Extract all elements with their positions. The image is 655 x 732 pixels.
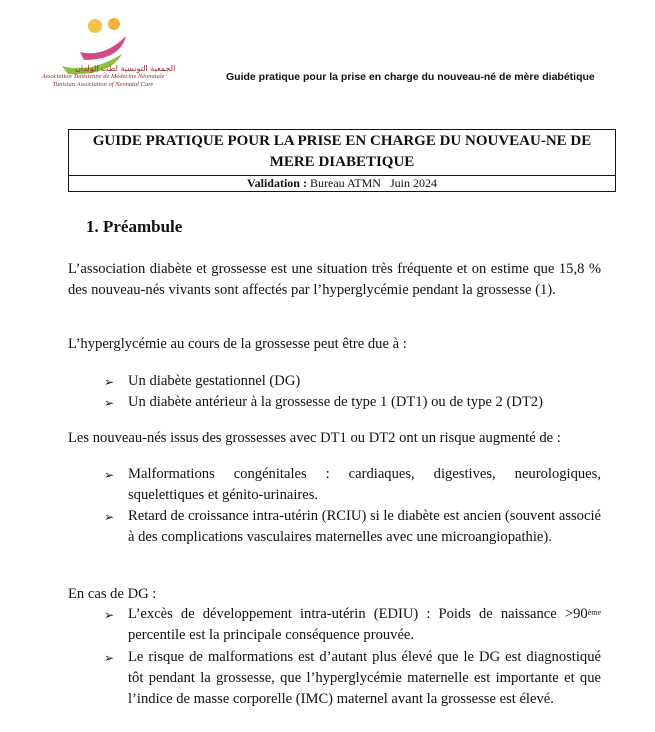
arrow-bullet-icon: ➢	[104, 608, 115, 622]
running-header: Guide pratique pour la prise en charge du nouveau-né de mère diabétique	[226, 71, 595, 83]
validation-label: Validation :	[247, 176, 307, 190]
list-item: Un diabète antérieur à la grossesse de type 1 (DT1) ou de type 2 (DT2)	[128, 394, 543, 410]
title-box	[68, 129, 616, 192]
title-line-2: MERE DIABETIQUE	[269, 154, 415, 170]
logo-arabic-text: الجمعية التونسية لطب الولدان	[75, 64, 176, 73]
arrow-bullet-icon: ➢	[104, 468, 115, 482]
arrow-bullet-icon: ➢	[104, 396, 115, 410]
list-item	[128, 604, 601, 646]
list-item: Malformations congénitales : cardiaques, digestives, neurologiques, squelettiques et génito-urinaires.	[128, 466, 601, 503]
list-item: Un diabète gestationnel (DG)	[128, 373, 301, 389]
paragraph-dg-intro: En cas de DG :	[68, 586, 157, 602]
logo-french-text: Association Tunisienne de Médecine Néonatale	[41, 73, 165, 80]
superscript-eme: ème	[587, 608, 601, 617]
logo-association-names	[38, 73, 168, 89]
validation-value: Bureau ATMN Juin 2024	[309, 176, 437, 190]
document-title	[69, 131, 615, 173]
arrow-bullet-icon: ➢	[104, 651, 115, 665]
logo-english-text: Tunisian Association of Neonatal Care	[52, 81, 154, 88]
list-item: Retard de croissance intra-utérin (RCIU) si le diabète est ancien (souvent associé à des complications vasculaires maternelles avec une microangiopathie).	[128, 508, 601, 545]
paragraph-causes-intro: L’hyperglycémie au cours de la grossesse peut être due à :	[68, 336, 407, 352]
paragraph-intro: L’association diabète et grossesse est une situation très fréquente et on estime que 15,8 % des nouveau-nés vivants sont affectés par l’hyperglycémie pendant la grossesse (1).	[68, 261, 601, 298]
validation-line	[69, 176, 615, 191]
title-line-1: GUIDE PRATIQUE POUR LA PRISE EN CHARGE DU NOUVEAU-NE DE	[92, 133, 592, 149]
paragraph-risks-intro: Les nouveau-nés issus des grossesses avec DT1 ou DT2 ont un risque augmenté de :	[68, 430, 561, 446]
section-heading: 1. Préambule	[86, 217, 183, 236]
list-item-text: percentile est la principale conséquence prouvée.	[128, 627, 415, 643]
list-item: Le risque de malformations est d’autant plus élevé que le DG est diagnostiqué tôt pendant la grossesse, que l’hyperglycémie maternelle est importante et que l’indice de masse corporelle (IMC) maternel avant la grossesse est élevé.	[128, 649, 601, 707]
arrow-bullet-icon: ➢	[104, 375, 115, 389]
arrow-bullet-icon: ➢	[104, 510, 115, 524]
list-item-text: L’excès de développement intra-utérin (EDIU) : Poids de naissance >90	[128, 606, 588, 622]
